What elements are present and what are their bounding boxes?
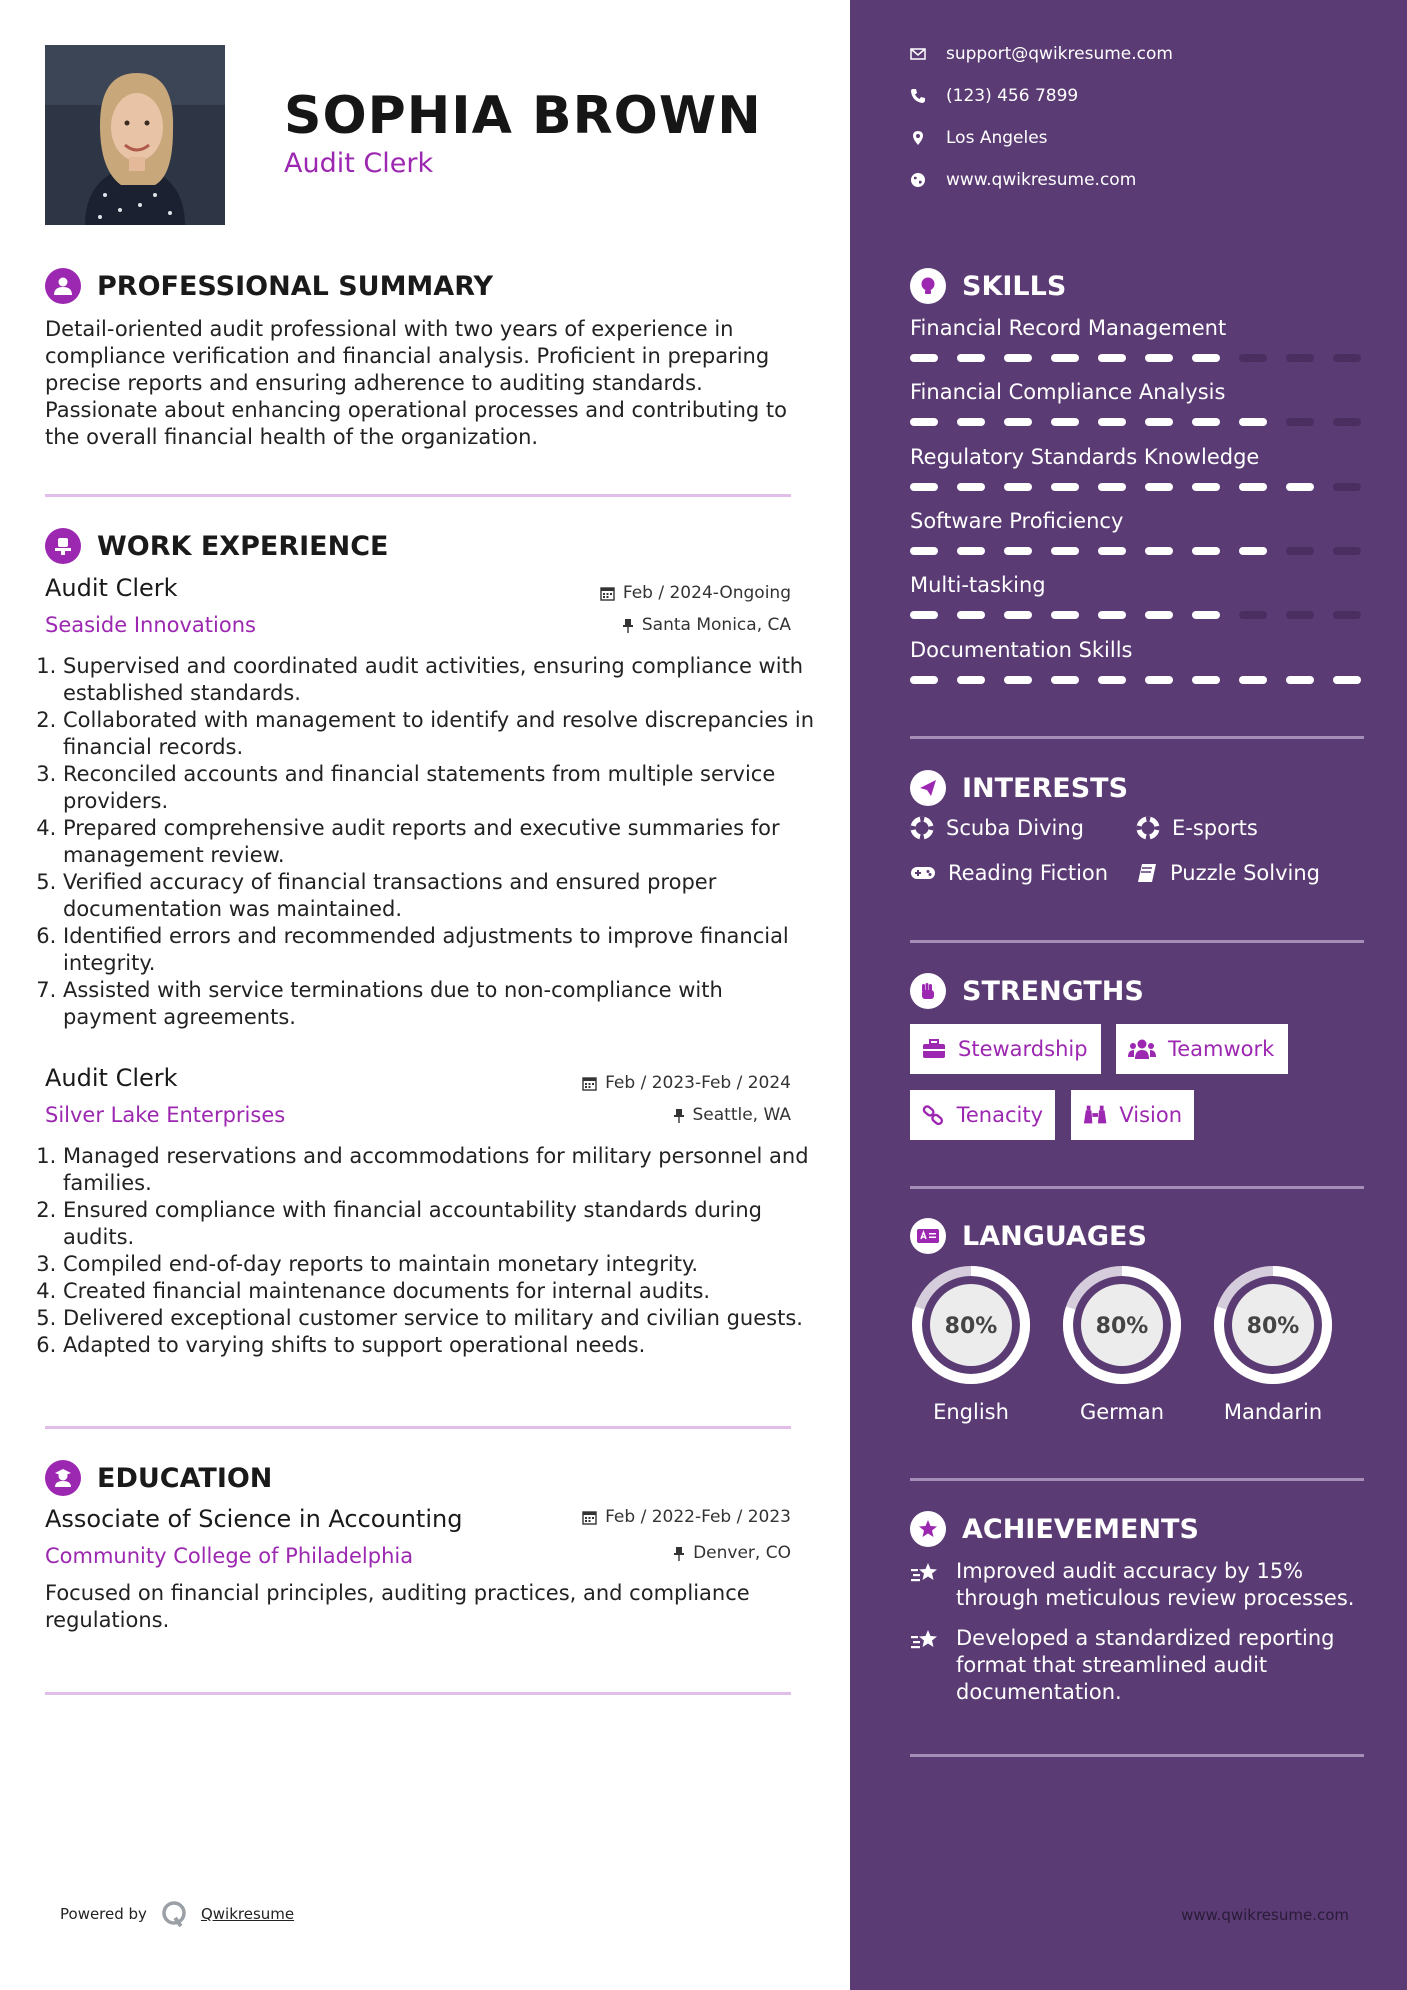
section-summary-heading bbox=[45, 268, 493, 304]
paper-plane-icon bbox=[910, 770, 946, 806]
skill-dot-filled bbox=[1145, 418, 1173, 426]
job-2-responsibilities bbox=[45, 1143, 815, 1359]
job-2-date-text: Feb / 2023-Feb / 2024 bbox=[605, 1073, 791, 1093]
list-item: 4. Created financial maintenance documents for internal audits. bbox=[63, 1278, 815, 1305]
skill-dot-filled bbox=[957, 483, 985, 491]
strengths-title: STRENGTHS bbox=[962, 975, 1144, 1007]
skill-name: Multi-tasking bbox=[910, 573, 1046, 597]
list-item: 2. Ensured compliance with financial accountability standards during audits. bbox=[63, 1197, 815, 1251]
education-location bbox=[673, 1543, 791, 1563]
skill-level-dots bbox=[910, 547, 1380, 555]
envelope-icon bbox=[910, 46, 926, 62]
contact-phone[interactable] bbox=[910, 86, 1078, 106]
job-1-title: Audit Clerk bbox=[45, 574, 178, 602]
contact-email[interactable] bbox=[910, 44, 1173, 64]
interest-label: Scuba Diving bbox=[946, 816, 1084, 840]
powered-by-footer bbox=[60, 1900, 294, 1928]
footer-website[interactable]: www.qwikresume.com bbox=[1181, 1906, 1349, 1924]
job-2-company: Silver Lake Enterprises bbox=[45, 1103, 286, 1127]
section-divider bbox=[45, 1692, 791, 1695]
sidebar-divider bbox=[910, 1186, 1364, 1189]
skill-dot-filled bbox=[957, 354, 985, 362]
education-location-text: Denver, CO bbox=[693, 1543, 791, 1563]
interest-label: Puzzle Solving bbox=[1170, 861, 1320, 885]
interest-item bbox=[1136, 816, 1258, 840]
language-percent: 80% bbox=[1095, 1314, 1149, 1339]
skill-dot-filled bbox=[1051, 611, 1079, 619]
section-interests-heading bbox=[910, 770, 1128, 806]
book-icon bbox=[1136, 862, 1158, 884]
skill-dot-empty bbox=[1286, 611, 1314, 619]
skill-level-dots bbox=[910, 483, 1380, 491]
skill-dot-filled bbox=[910, 483, 938, 491]
contact-website-text: www.qwikresume.com bbox=[946, 170, 1137, 190]
interest-label: E-sports bbox=[1172, 816, 1258, 840]
shooting-star-icon bbox=[910, 1560, 942, 1588]
binoculars-icon bbox=[1083, 1104, 1107, 1126]
skill-dot-empty bbox=[1333, 483, 1361, 491]
skill-level-dots bbox=[910, 611, 1380, 619]
skill-dot-filled bbox=[1192, 418, 1220, 426]
job-1-date-text: Feb / 2024-Ongoing bbox=[622, 583, 791, 603]
strength-badge bbox=[910, 1090, 1055, 1140]
skill-dot-empty bbox=[1333, 611, 1361, 619]
education-date-text: Feb / 2022-Feb / 2023 bbox=[605, 1507, 791, 1527]
skill-dot-filled bbox=[1192, 354, 1220, 362]
strength-label: Vision bbox=[1119, 1103, 1182, 1127]
skill-dot-filled bbox=[1145, 676, 1173, 684]
strength-badge bbox=[1116, 1024, 1288, 1074]
skill-dot-empty bbox=[1286, 354, 1314, 362]
contact-email-text: support@qwikresume.com bbox=[946, 44, 1173, 64]
job-2-date bbox=[582, 1073, 791, 1093]
list-item: 5. Verified accuracy of financial transactions and ensured proper documentation was maintained. bbox=[63, 869, 815, 923]
skill-dot-empty bbox=[1333, 547, 1361, 555]
skill-dot-filled bbox=[1098, 611, 1126, 619]
skill-dot-empty bbox=[1333, 418, 1361, 426]
lightbulb-icon bbox=[910, 268, 946, 304]
skill-dot-filled bbox=[1051, 547, 1079, 555]
briefcase-icon bbox=[922, 1039, 946, 1059]
language-name: English bbox=[933, 1400, 1009, 1424]
language-item bbox=[1061, 1264, 1183, 1424]
skill-dot-filled bbox=[1239, 547, 1267, 555]
achievements-title: ACHIEVEMENTS bbox=[962, 1513, 1199, 1545]
contact-phone-text: (123) 456 7899 bbox=[946, 86, 1079, 106]
skill-dot-filled bbox=[910, 547, 938, 555]
list-item: 6. Identified errors and recommended adjustments to improve financial integrity. bbox=[63, 923, 815, 977]
section-languages-heading bbox=[910, 1218, 1147, 1254]
gamepad-icon bbox=[910, 863, 936, 883]
strength-badge bbox=[910, 1024, 1101, 1074]
candidate-name: SOPHIA BROWN bbox=[284, 86, 762, 146]
skill-dot-empty bbox=[1239, 354, 1267, 362]
job-1-location-text: Santa Monica, CA bbox=[641, 615, 791, 635]
list-item: 5. Delivered exceptional customer service to military and civilian guests. bbox=[63, 1305, 815, 1332]
life-ring-icon bbox=[1136, 816, 1160, 840]
job-1-location bbox=[622, 615, 791, 635]
education-degree: Associate of Science in Accounting bbox=[45, 1505, 463, 1533]
calendar-icon bbox=[600, 586, 615, 601]
interest-item bbox=[910, 861, 1108, 885]
language-ring bbox=[910, 1264, 1032, 1386]
skill-dot-empty bbox=[1286, 418, 1314, 426]
link-icon bbox=[922, 1103, 945, 1127]
skills-title: SKILLS bbox=[962, 270, 1067, 302]
job-2-location bbox=[673, 1105, 792, 1125]
language-percent: 80% bbox=[944, 1314, 998, 1339]
globe-icon bbox=[910, 172, 926, 188]
list-item: 3. Reconciled accounts and financial statements from multiple service providers. bbox=[63, 761, 815, 815]
calendar-icon bbox=[582, 1510, 597, 1525]
section-skills-heading bbox=[910, 268, 1066, 304]
skill-dot-filled bbox=[1239, 418, 1267, 426]
language-name: German bbox=[1079, 1400, 1165, 1424]
achievement-item bbox=[910, 1558, 1366, 1612]
skill-dot-empty bbox=[1239, 611, 1267, 619]
sidebar-divider bbox=[910, 1754, 1364, 1757]
skill-dot-filled bbox=[1145, 611, 1173, 619]
skill-dot-filled bbox=[1286, 483, 1314, 491]
skill-dot-filled bbox=[1098, 354, 1126, 362]
contact-website[interactable] bbox=[910, 170, 1136, 190]
skill-level-dots bbox=[910, 418, 1380, 426]
skill-dot-filled bbox=[1145, 483, 1173, 491]
skill-dot-filled bbox=[957, 611, 985, 619]
section-divider bbox=[45, 1426, 791, 1429]
user-icon bbox=[45, 268, 81, 304]
education-school: Community College of Philadelphia bbox=[45, 1544, 414, 1568]
achievement-item bbox=[910, 1625, 1366, 1706]
list-item: 1. Managed reservations and accommodations for military personnel and families. bbox=[63, 1143, 815, 1197]
candidate-role: Audit Clerk bbox=[284, 148, 434, 179]
list-item: 3. Compiled end-of-day reports to maintain monetary integrity. bbox=[63, 1251, 815, 1278]
skill-dot-filled bbox=[1239, 676, 1267, 684]
contact-location-text: Los Angeles bbox=[946, 128, 1048, 148]
strength-label: Stewardship bbox=[958, 1037, 1088, 1061]
users-icon bbox=[1128, 1038, 1156, 1060]
skill-dot-empty bbox=[1286, 547, 1314, 555]
skill-dot-filled bbox=[1333, 676, 1361, 684]
section-education-heading bbox=[45, 1460, 272, 1496]
skill-dot-filled bbox=[1098, 547, 1126, 555]
skill-dot-filled bbox=[1145, 547, 1173, 555]
list-item: 1. Supervised and coordinated audit activities, ensuring compliance with established standards. bbox=[63, 653, 815, 707]
skill-dot-filled bbox=[1098, 418, 1126, 426]
language-ring bbox=[1212, 1264, 1334, 1386]
summary-text: Detail-oriented audit professional with two years of experience in compliance verification and financial analysis. Proficient in preparing precise reports and ensuring adherence to auditing standards. Passionate about enhancing operational processes and contributing to the overall financial health of the organization. bbox=[45, 317, 787, 449]
skill-dot-filled bbox=[1004, 418, 1032, 426]
skill-level-dots bbox=[910, 676, 1380, 684]
fist-icon bbox=[910, 973, 946, 1009]
interest-item bbox=[1136, 861, 1320, 885]
section-achievements-heading bbox=[910, 1511, 1199, 1547]
qwikresume-link[interactable]: Qwikresume bbox=[200, 1905, 295, 1923]
list-item: 6. Adapted to varying shifts to support operational needs. bbox=[63, 1332, 815, 1359]
strength-badge bbox=[1071, 1090, 1194, 1140]
shooting-star-icon bbox=[910, 1627, 942, 1655]
sidebar-divider bbox=[910, 1478, 1364, 1481]
job-1-company: Seaside Innovations bbox=[45, 613, 256, 637]
interest-item bbox=[910, 816, 1084, 840]
skill-dot-filled bbox=[1051, 418, 1079, 426]
skill-dot-filled bbox=[1004, 547, 1032, 555]
skill-level-dots bbox=[910, 354, 1380, 362]
skill-name: Financial Compliance Analysis bbox=[910, 380, 1226, 404]
briefcase-icon bbox=[45, 528, 81, 564]
skill-name: Documentation Skills bbox=[910, 638, 1133, 662]
skill-dot-filled bbox=[1192, 547, 1220, 555]
achievement-text: Developed a standardized reporting format that streamlined audit documentation. bbox=[956, 1626, 1335, 1704]
skill-name: Regulatory Standards Knowledge bbox=[910, 445, 1260, 469]
skill-dot-filled bbox=[1051, 483, 1079, 491]
skill-dot-filled bbox=[910, 418, 938, 426]
life-ring-icon bbox=[910, 816, 934, 840]
skill-dot-filled bbox=[1145, 354, 1173, 362]
list-item: 7. Assisted with service terminations due to non-compliance with payment agreements. bbox=[63, 977, 815, 1031]
skill-dot-filled bbox=[1004, 676, 1032, 684]
skill-dot-filled bbox=[1004, 483, 1032, 491]
skill-dot-filled bbox=[957, 547, 985, 555]
skill-dot-filled bbox=[1286, 676, 1314, 684]
language-name: Mandarin bbox=[1223, 1400, 1323, 1424]
section-experience-heading bbox=[45, 528, 388, 564]
skill-dot-filled bbox=[910, 611, 938, 619]
graduation-cap-icon bbox=[45, 1460, 81, 1496]
language-percent: 80% bbox=[1246, 1314, 1300, 1339]
profile-photo bbox=[45, 45, 225, 225]
skill-dot-filled bbox=[1004, 611, 1032, 619]
interest-label: Reading Fiction bbox=[948, 861, 1109, 885]
achievement-text: Improved audit accuracy by 15% through meticulous review processes. bbox=[956, 1559, 1355, 1610]
skill-dot-filled bbox=[957, 676, 985, 684]
list-item: 4. Prepared comprehensive audit reports and executive summaries for management review. bbox=[63, 815, 815, 869]
skill-dot-filled bbox=[1004, 354, 1032, 362]
interests-title: INTERESTS bbox=[962, 772, 1129, 804]
experience-title: WORK EXPERIENCE bbox=[97, 530, 389, 562]
strength-label: Teamwork bbox=[1168, 1037, 1275, 1061]
education-description: Focused on financial principles, auditing practices, and compliance regulations. bbox=[45, 1581, 750, 1632]
education-date bbox=[582, 1507, 791, 1527]
skill-dot-filled bbox=[1051, 676, 1079, 684]
map-pin-icon bbox=[910, 130, 926, 146]
language-item bbox=[910, 1264, 1032, 1424]
skill-name: Financial Record Management bbox=[910, 316, 1227, 340]
qwikresume-logo-icon bbox=[161, 1900, 189, 1928]
translate-icon bbox=[910, 1218, 946, 1254]
section-divider bbox=[45, 494, 791, 497]
skill-dot-filled bbox=[1051, 354, 1079, 362]
skill-dot-empty bbox=[1333, 354, 1361, 362]
languages-title: LANGUAGES bbox=[962, 1220, 1147, 1252]
pin-icon bbox=[622, 618, 634, 633]
star-icon bbox=[910, 1511, 946, 1547]
language-ring bbox=[1061, 1264, 1183, 1386]
education-title: EDUCATION bbox=[97, 1462, 273, 1494]
job-2-location-text: Seattle, WA bbox=[692, 1105, 791, 1125]
calendar-icon bbox=[582, 1076, 597, 1091]
skill-dot-filled bbox=[1239, 483, 1267, 491]
sidebar-divider bbox=[910, 736, 1364, 739]
sidebar-divider bbox=[910, 940, 1364, 943]
section-strengths-heading bbox=[910, 973, 1144, 1009]
strength-label: Tenacity bbox=[956, 1103, 1043, 1127]
powered-by-label: Powered by bbox=[60, 1905, 147, 1923]
list-item: 2. Collaborated with management to identify and resolve discrepancies in financial records. bbox=[63, 707, 815, 761]
skill-name: Software Proficiency bbox=[910, 509, 1124, 533]
job-1-date bbox=[600, 583, 791, 603]
job-1-responsibilities bbox=[45, 653, 815, 1031]
skill-dot-filled bbox=[1192, 611, 1220, 619]
language-item bbox=[1212, 1264, 1334, 1424]
skill-dot-filled bbox=[1192, 676, 1220, 684]
contact-location bbox=[910, 128, 1048, 148]
pin-icon bbox=[673, 1108, 685, 1123]
pin-icon bbox=[673, 1546, 685, 1561]
skill-dot-filled bbox=[910, 676, 938, 684]
skill-dot-filled bbox=[1192, 483, 1220, 491]
skill-dot-filled bbox=[957, 418, 985, 426]
skill-dot-filled bbox=[1098, 483, 1126, 491]
summary-title: PROFESSIONAL SUMMARY bbox=[97, 270, 494, 302]
skill-dot-filled bbox=[910, 354, 938, 362]
phone-icon bbox=[910, 88, 926, 104]
job-2-title: Audit Clerk bbox=[45, 1064, 178, 1092]
skill-dot-filled bbox=[1098, 676, 1126, 684]
